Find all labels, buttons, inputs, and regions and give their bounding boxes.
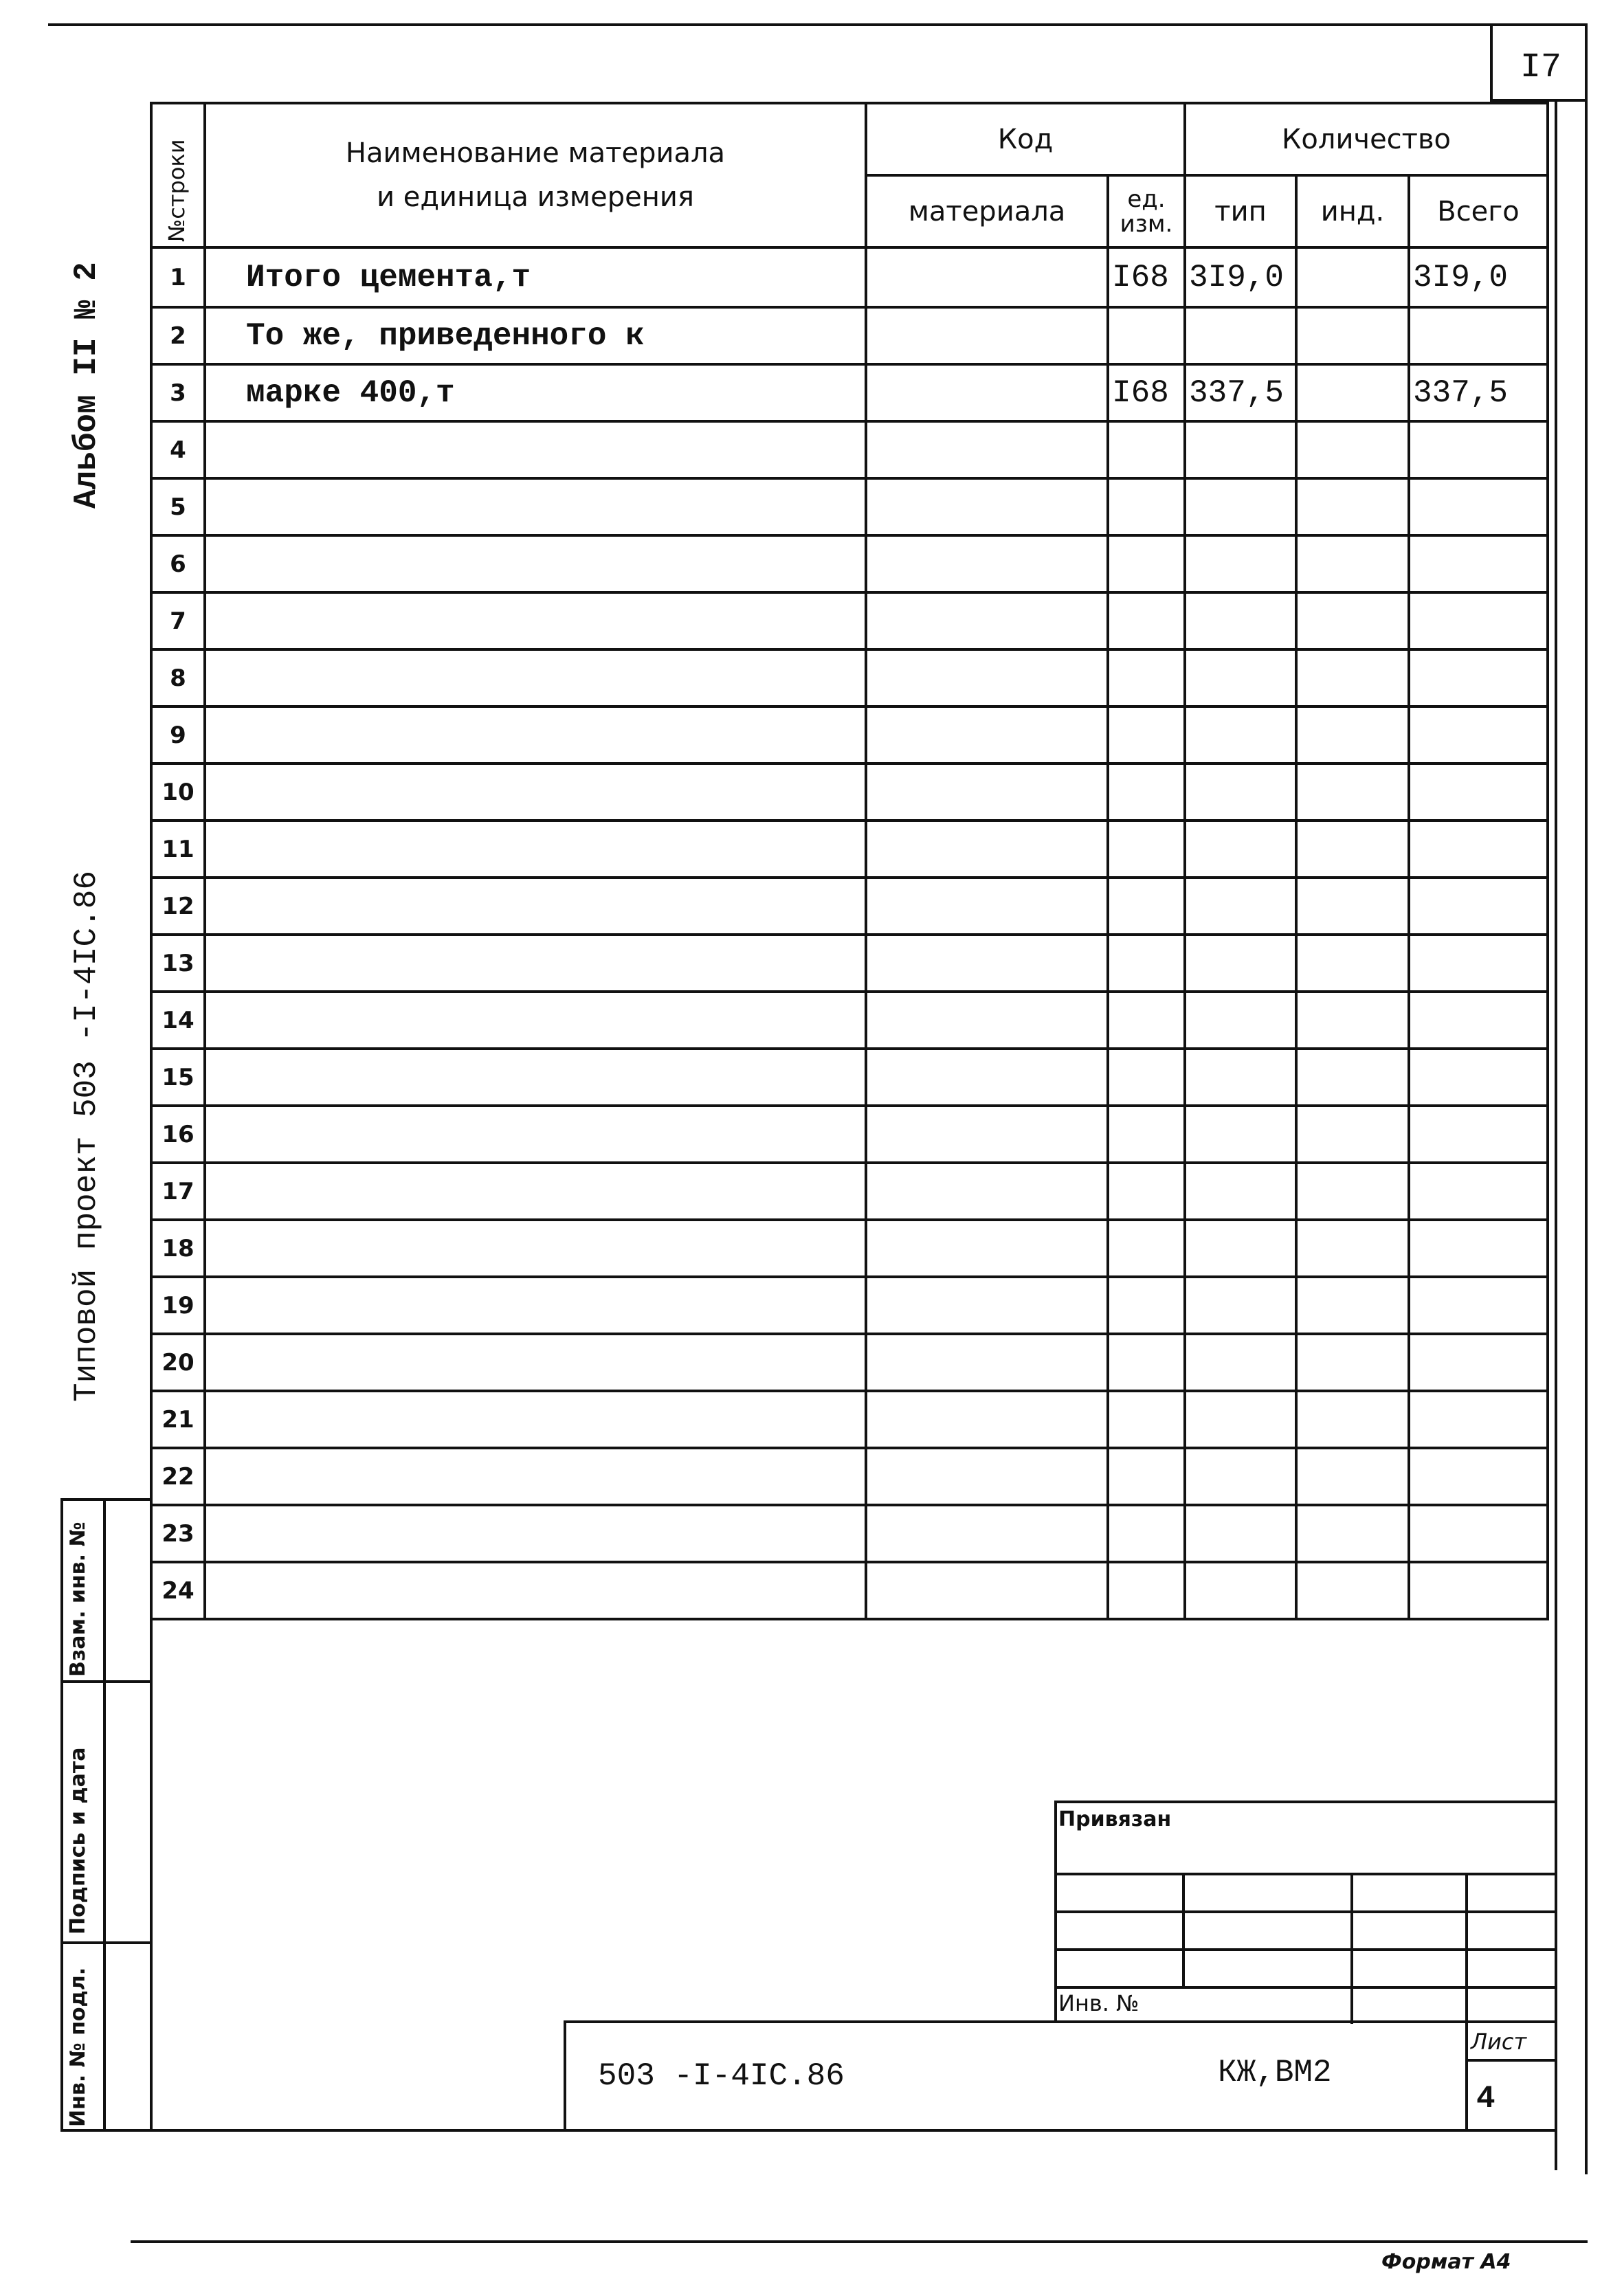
row-number-cell: 2 bbox=[151, 307, 205, 364]
row-number-cell: 20 bbox=[151, 1334, 205, 1391]
table-row bbox=[151, 307, 1548, 364]
materials-table bbox=[150, 102, 1549, 1620]
unit-code-cell bbox=[1108, 1448, 1185, 1505]
table-row bbox=[151, 247, 1548, 307]
stamp-row-line-3 bbox=[1054, 1948, 1557, 1951]
row-number-cell: 24 bbox=[151, 1562, 205, 1619]
table-row bbox=[151, 821, 1548, 878]
qty-total-cell bbox=[1409, 821, 1548, 878]
table-row bbox=[151, 706, 1548, 763]
stamp-sheet-label: Лист bbox=[1471, 2029, 1527, 2055]
qty-ind-cell bbox=[1296, 247, 1409, 307]
unit-code-cell bbox=[1108, 1277, 1185, 1334]
qty-type-cell: 337,5 bbox=[1185, 364, 1296, 421]
unit-code-cell bbox=[1108, 935, 1185, 992]
qty-ind-cell bbox=[1296, 1106, 1409, 1163]
left-block-top-line bbox=[60, 1498, 151, 1501]
table-row bbox=[151, 421, 1548, 478]
material-name-cell bbox=[205, 421, 866, 478]
material-code-cell bbox=[866, 535, 1108, 592]
row-number-cell: 10 bbox=[151, 763, 205, 821]
stamp-doc-code: 503 -I-4IC.86 bbox=[598, 2058, 845, 2094]
table-row bbox=[151, 1334, 1548, 1391]
unit-code-cell bbox=[1108, 878, 1185, 935]
qty-total-cell bbox=[1409, 935, 1548, 992]
row-number-cell: 11 bbox=[151, 821, 205, 878]
qty-type-cell bbox=[1185, 1220, 1296, 1277]
row-number-cell: 22 bbox=[151, 1448, 205, 1505]
table-row bbox=[151, 1220, 1548, 1277]
qty-total-cell bbox=[1409, 763, 1548, 821]
qty-type-cell bbox=[1185, 1505, 1296, 1562]
unit-code-cell bbox=[1108, 1391, 1185, 1448]
material-name-cell bbox=[205, 1277, 866, 1334]
unit-code-cell bbox=[1108, 1163, 1185, 1220]
row-number-cell: 18 bbox=[151, 1220, 205, 1277]
qty-total-cell bbox=[1409, 878, 1548, 935]
qty-total-cell bbox=[1409, 649, 1548, 706]
row-number-cell: 14 bbox=[151, 992, 205, 1049]
qty-type-cell bbox=[1185, 535, 1296, 592]
qty-type-cell bbox=[1185, 706, 1296, 763]
material-code-cell bbox=[866, 1049, 1108, 1106]
stamp-col-line-1 bbox=[1182, 1873, 1185, 1986]
stamp-sheet-row-line bbox=[1465, 2059, 1557, 2062]
table-row bbox=[151, 1505, 1548, 1562]
row-number-cell: 13 bbox=[151, 935, 205, 992]
table-row bbox=[151, 763, 1548, 821]
material-name-cell bbox=[205, 763, 866, 821]
qty-total-cell: 3I9,0 bbox=[1409, 247, 1548, 307]
side-label-vzam-inv: Взам. инв. № bbox=[66, 1521, 90, 1677]
table-row bbox=[151, 1277, 1548, 1334]
table-row bbox=[151, 535, 1548, 592]
side-label-inv-podl: Инв. № подл. bbox=[66, 1967, 90, 2127]
qty-total-cell bbox=[1409, 535, 1548, 592]
qty-ind-cell bbox=[1296, 535, 1409, 592]
qty-ind-cell bbox=[1296, 364, 1409, 421]
material-code-cell bbox=[866, 1220, 1108, 1277]
material-code-cell bbox=[866, 1562, 1108, 1619]
table-row bbox=[151, 992, 1548, 1049]
material-code-cell bbox=[866, 1391, 1108, 1448]
qty-type-cell bbox=[1185, 307, 1296, 364]
qty-type-cell bbox=[1185, 478, 1296, 535]
table-row bbox=[151, 649, 1548, 706]
stamp-col-line-2 bbox=[1350, 1873, 1353, 2024]
qty-ind-cell bbox=[1296, 1334, 1409, 1391]
qty-total-cell bbox=[1409, 1049, 1548, 1106]
frame-bottom-line bbox=[131, 2240, 1588, 2243]
table-row bbox=[151, 364, 1548, 421]
qty-total-cell bbox=[1409, 992, 1548, 1049]
material-name-cell bbox=[205, 1391, 866, 1448]
material-code-cell bbox=[866, 307, 1108, 364]
qty-total-cell bbox=[1409, 1277, 1548, 1334]
table-row bbox=[151, 878, 1548, 935]
unit-code-cell bbox=[1108, 821, 1185, 878]
header-qty-ind: инд. bbox=[1296, 175, 1409, 247]
unit-code-cell bbox=[1108, 1049, 1185, 1106]
unit-code-cell: I68 bbox=[1108, 364, 1185, 421]
qty-ind-cell bbox=[1296, 649, 1409, 706]
material-name-cell bbox=[205, 478, 866, 535]
material-code-cell bbox=[866, 1334, 1108, 1391]
stamp-row-line-1 bbox=[1054, 1873, 1557, 1875]
header-row-number-label: №строки bbox=[164, 139, 190, 242]
row-number-cell: 21 bbox=[151, 1391, 205, 1448]
row-number-cell: 23 bbox=[151, 1505, 205, 1562]
material-name-cell bbox=[205, 1106, 866, 1163]
unit-code-cell bbox=[1108, 649, 1185, 706]
qty-ind-cell bbox=[1296, 821, 1409, 878]
row-number-cell: 4 bbox=[151, 421, 205, 478]
material-name-cell bbox=[205, 821, 866, 878]
qty-ind-cell bbox=[1296, 1505, 1409, 1562]
material-name-cell bbox=[205, 1049, 866, 1106]
qty-total-cell bbox=[1409, 478, 1548, 535]
qty-ind-cell bbox=[1296, 878, 1409, 935]
qty-total-cell bbox=[1409, 706, 1548, 763]
unit-code-cell bbox=[1108, 307, 1185, 364]
header-qty-total: Всего bbox=[1409, 175, 1548, 247]
qty-type-cell bbox=[1185, 1277, 1296, 1334]
material-name-cell bbox=[205, 1334, 866, 1391]
unit-code-cell bbox=[1108, 706, 1185, 763]
qty-total-cell bbox=[1409, 1220, 1548, 1277]
side-label-podpis-data: Подпись и дата bbox=[66, 1747, 90, 1935]
material-name-cell bbox=[205, 992, 866, 1049]
qty-type-cell bbox=[1185, 1163, 1296, 1220]
row-number-cell: 15 bbox=[151, 1049, 205, 1106]
qty-total-cell bbox=[1409, 1505, 1548, 1562]
material-name-cell bbox=[205, 1505, 866, 1562]
material-name-cell bbox=[205, 649, 866, 706]
material-code-cell bbox=[866, 935, 1108, 992]
table-row bbox=[151, 1163, 1548, 1220]
qty-ind-cell bbox=[1296, 1163, 1409, 1220]
material-name-cell bbox=[205, 1220, 866, 1277]
material-code-cell bbox=[866, 1448, 1108, 1505]
stamp-privyazan-label: Привязан bbox=[1058, 1807, 1172, 1831]
qty-ind-cell bbox=[1296, 706, 1409, 763]
qty-total-cell bbox=[1409, 592, 1548, 649]
material-name-cell: Итого цемента,т bbox=[205, 247, 866, 307]
qty-type-cell bbox=[1185, 1391, 1296, 1448]
qty-type-cell bbox=[1185, 1562, 1296, 1619]
header-code-material: материала bbox=[866, 175, 1108, 247]
unit-code-cell bbox=[1108, 1106, 1185, 1163]
left-block-outer-line bbox=[60, 1498, 63, 2130]
table-row bbox=[151, 592, 1548, 649]
unit-code-cell bbox=[1108, 1334, 1185, 1391]
row-number-cell: 3 bbox=[151, 364, 205, 421]
row-number-cell: 19 bbox=[151, 1277, 205, 1334]
qty-ind-cell bbox=[1296, 1448, 1409, 1505]
qty-ind-cell bbox=[1296, 307, 1409, 364]
header-code-unit: ед. изм. bbox=[1108, 175, 1185, 247]
material-code-cell bbox=[866, 1106, 1108, 1163]
qty-type-cell bbox=[1185, 992, 1296, 1049]
row-number-cell: 9 bbox=[151, 706, 205, 763]
unit-code-cell: I68 bbox=[1108, 247, 1185, 307]
left-block-inner-line bbox=[103, 1498, 106, 2130]
stamp-row-line-4 bbox=[1054, 1986, 1557, 1989]
unit-code-cell bbox=[1108, 592, 1185, 649]
material-code-cell bbox=[866, 247, 1108, 307]
table-row bbox=[151, 1391, 1548, 1448]
stamp-col-line-3 bbox=[1465, 1873, 1468, 2024]
header-row-number bbox=[151, 103, 205, 247]
table-row bbox=[151, 1448, 1548, 1505]
table-row bbox=[151, 1106, 1548, 1163]
material-name-cell bbox=[205, 1448, 866, 1505]
material-code-cell bbox=[866, 364, 1108, 421]
qty-ind-cell bbox=[1296, 992, 1409, 1049]
row-number-cell: 12 bbox=[151, 878, 205, 935]
qty-ind-cell bbox=[1296, 1391, 1409, 1448]
header-quantity: Количество bbox=[1185, 103, 1548, 175]
material-code-cell bbox=[866, 649, 1108, 706]
qty-type-cell bbox=[1185, 763, 1296, 821]
table-row bbox=[151, 1049, 1548, 1106]
stamp-mark: КЖ,ВМ2 bbox=[1218, 2055, 1332, 2091]
material-name-cell bbox=[205, 1163, 866, 1220]
qty-ind-cell bbox=[1296, 763, 1409, 821]
qty-type-cell bbox=[1185, 1448, 1296, 1505]
qty-ind-cell bbox=[1296, 478, 1409, 535]
qty-type-cell bbox=[1185, 935, 1296, 992]
material-code-cell bbox=[866, 878, 1108, 935]
unit-code-cell bbox=[1108, 763, 1185, 821]
left-block-divider-1 bbox=[60, 1680, 151, 1683]
material-code-cell bbox=[866, 821, 1108, 878]
stamp-sheet-number: 4 bbox=[1476, 2081, 1495, 2117]
stamp-sheet-divider bbox=[1465, 2020, 1468, 2130]
material-name-cell: марке 400,т bbox=[205, 364, 866, 421]
material-name-cell bbox=[205, 1562, 866, 1619]
qty-type-cell: 3I9,0 bbox=[1185, 247, 1296, 307]
table-row bbox=[151, 935, 1548, 992]
unit-code-cell bbox=[1108, 535, 1185, 592]
table-row bbox=[151, 1562, 1548, 1619]
qty-total-cell bbox=[1409, 421, 1548, 478]
material-code-cell bbox=[866, 763, 1108, 821]
material-code-cell bbox=[866, 706, 1108, 763]
row-number-cell: 16 bbox=[151, 1106, 205, 1163]
row-number-cell: 8 bbox=[151, 649, 205, 706]
material-name-cell bbox=[205, 878, 866, 935]
qty-total-cell bbox=[1409, 1391, 1548, 1448]
material-code-cell bbox=[866, 1277, 1108, 1334]
material-code-cell bbox=[866, 1505, 1108, 1562]
qty-ind-cell bbox=[1296, 592, 1409, 649]
unit-code-cell bbox=[1108, 478, 1185, 535]
material-name-cell bbox=[205, 535, 866, 592]
row-number-cell: 17 bbox=[151, 1163, 205, 1220]
material-code-cell bbox=[866, 592, 1108, 649]
side-label-album: Альбом II № 2 bbox=[69, 262, 104, 509]
inner-right-line bbox=[1555, 102, 1557, 2170]
material-name-cell bbox=[205, 592, 866, 649]
header-code: Код bbox=[866, 103, 1185, 175]
qty-ind-cell bbox=[1296, 1277, 1409, 1334]
page-number: I7 bbox=[1520, 48, 1561, 87]
qty-type-cell bbox=[1185, 1049, 1296, 1106]
qty-ind-cell bbox=[1296, 1049, 1409, 1106]
frame-top-line bbox=[48, 23, 1588, 26]
qty-type-cell bbox=[1185, 821, 1296, 878]
unit-code-cell bbox=[1108, 1220, 1185, 1277]
material-code-cell bbox=[866, 421, 1108, 478]
qty-ind-cell bbox=[1296, 935, 1409, 992]
unit-code-cell bbox=[1108, 992, 1185, 1049]
frame-right-line bbox=[1585, 23, 1588, 2174]
header-name: Наименование материала и единица измерения bbox=[205, 103, 866, 247]
qty-type-cell bbox=[1185, 1334, 1296, 1391]
unit-code-cell bbox=[1108, 421, 1185, 478]
qty-type-cell bbox=[1185, 649, 1296, 706]
qty-total-cell bbox=[1409, 1562, 1548, 1619]
qty-type-cell bbox=[1185, 592, 1296, 649]
qty-type-cell bbox=[1185, 421, 1296, 478]
unit-code-cell bbox=[1108, 1505, 1185, 1562]
material-code-cell bbox=[866, 478, 1108, 535]
format-label: Формат А4 bbox=[1381, 2250, 1511, 2274]
table-row bbox=[151, 478, 1548, 535]
qty-ind-cell bbox=[1296, 1220, 1409, 1277]
row-number-cell: 6 bbox=[151, 535, 205, 592]
material-name-cell: То же, приведенного к bbox=[205, 307, 866, 364]
row-number-cell: 7 bbox=[151, 592, 205, 649]
qty-type-cell bbox=[1185, 878, 1296, 935]
unit-code-cell bbox=[1108, 1562, 1185, 1619]
stamp-row-line-2 bbox=[1054, 1910, 1557, 1913]
table-header-row-1 bbox=[151, 103, 1548, 175]
qty-ind-cell bbox=[1296, 421, 1409, 478]
qty-total-cell bbox=[1409, 1106, 1548, 1163]
material-name-cell bbox=[205, 706, 866, 763]
left-block-divider-2 bbox=[60, 1941, 151, 1944]
row-number-cell: 1 bbox=[151, 247, 205, 307]
qty-total-cell bbox=[1409, 307, 1548, 364]
material-code-cell bbox=[866, 992, 1108, 1049]
qty-ind-cell bbox=[1296, 1562, 1409, 1619]
qty-total-cell bbox=[1409, 1448, 1548, 1505]
side-label-project: Типовой проект 503 -I-4IC.86 bbox=[69, 871, 104, 1402]
stamp-inv-no-label: Инв. № bbox=[1058, 1990, 1139, 2016]
material-code-cell bbox=[866, 1163, 1108, 1220]
material-name-cell bbox=[205, 935, 866, 992]
qty-total-cell bbox=[1409, 1334, 1548, 1391]
row-number-cell: 5 bbox=[151, 478, 205, 535]
qty-total-cell: 337,5 bbox=[1409, 364, 1548, 421]
qty-type-cell bbox=[1185, 1106, 1296, 1163]
header-qty-type: тип bbox=[1185, 175, 1296, 247]
qty-total-cell bbox=[1409, 1163, 1548, 1220]
